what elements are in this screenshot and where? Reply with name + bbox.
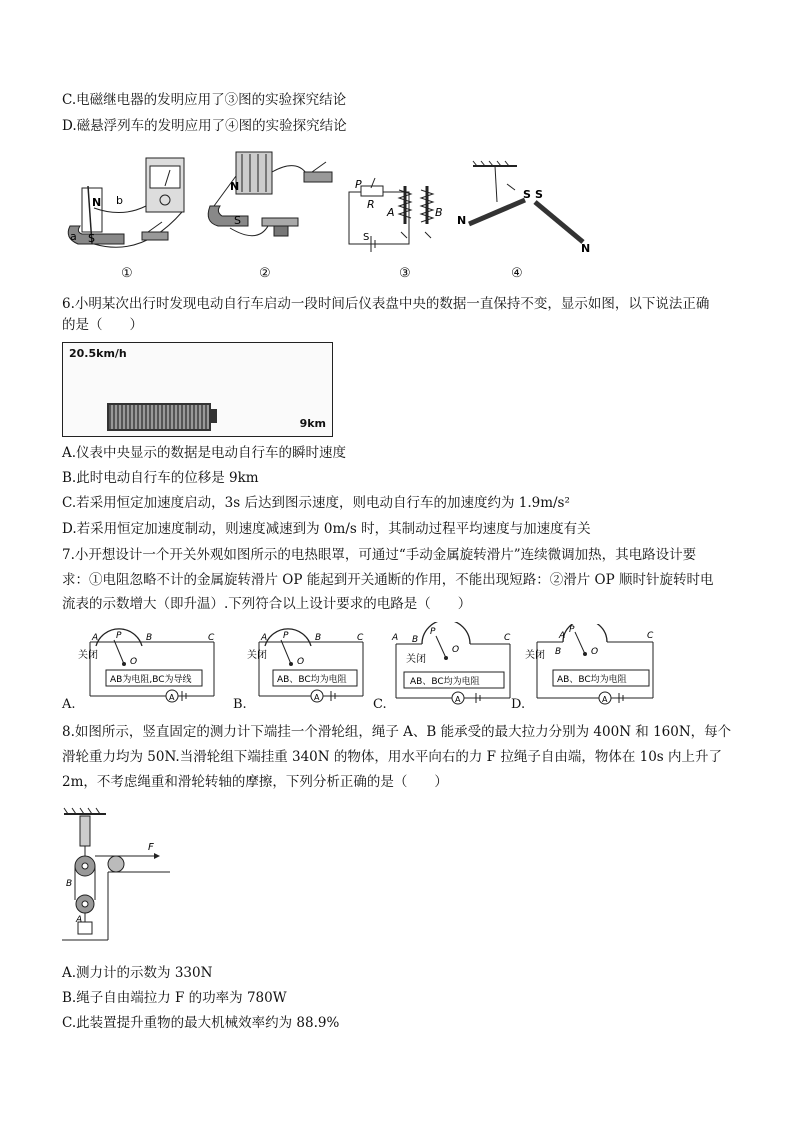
circuit-c-switch: 关闭 — [406, 654, 426, 665]
figure-number-4: ④ — [511, 266, 523, 281]
circuit-d-label-p: P — [569, 625, 575, 635]
circuit-d-label-o: O — [591, 647, 599, 657]
circuit-a-label-a: A — [92, 633, 99, 643]
circuit-c — [386, 622, 518, 708]
q7-stem-line-1: 7.小开想设计一个开关外观如图所示的电热眼罩，可通过“手动金属旋转滑片”连续微调加热，其电路设计要 — [62, 547, 697, 563]
q5-option-c: C.电磁继电器的发明应用了③图的实验探究结论 — [62, 92, 347, 108]
meter-distance: 9km — [299, 417, 326, 430]
pulley-label-a: A — [76, 915, 83, 925]
fig3-label-b: B — [435, 206, 443, 219]
figure-2-motor — [200, 146, 340, 258]
q6-option-b: B.此时电动自行车的位移是 9km — [62, 470, 259, 486]
circuit-a-label-c: C — [208, 633, 215, 643]
circuit-a-box: AB为电阻,BC为导线 — [110, 675, 192, 685]
battery-tip-icon — [211, 409, 217, 423]
circuit-c-label-b: B — [412, 635, 419, 645]
figure-number-3: ③ — [399, 266, 411, 281]
fig3-label-s: S — [363, 232, 370, 243]
fig3-label-a: A — [387, 206, 395, 219]
q8-option-b: B.绳子自由端拉力 F 的功率为 780W — [62, 990, 287, 1006]
circuit-d-label-c: C — [647, 631, 654, 641]
meter-speed: 20.5km/h — [69, 347, 127, 360]
circuit-d — [523, 624, 663, 708]
q6-stem-line-1: 6.小明某次出行时发现电动自行车启动一段时间后仪表盘中央的数据一直保持不变，显示如图，以下说法正确 — [62, 296, 710, 312]
figure-number-1: ① — [121, 266, 133, 281]
figure-4-hanging-magnets — [455, 160, 600, 256]
circuit-a-ammeter: A — [169, 693, 175, 702]
q8-stem-line-2: 滑轮重力均为 50N.当滑轮组下端挂重 340N 的物体，用水平向右的力 F 拉绳子自由端，物体在 10s 内上升了 — [62, 749, 723, 765]
circuit-option-d: D. — [511, 697, 526, 712]
q5-option-d: D.磁悬浮列车的发明应用了④图的实验探究结论 — [62, 118, 347, 134]
circuit-c-label-o: O — [452, 645, 460, 655]
pulley-system-figure — [60, 806, 170, 946]
dashboard-meter — [62, 342, 333, 437]
circuit-option-a: A. — [62, 697, 76, 712]
circuit-b-label-b: B — [315, 633, 322, 643]
pulley-label-f: F — [148, 842, 154, 853]
fig1-label-b: b — [116, 194, 123, 207]
fig4-label-n2: N — [581, 242, 591, 255]
circuit-b-ammeter: A — [314, 693, 320, 702]
circuit-c-box: AB、BC均为电阻 — [410, 677, 480, 687]
q8-stem-line-1: 8.如图所示，竖直固定的测力计下端挂一个滑轮组，绳子 A、B 能承受的最大拉力分别为 400N 和 160N，每个 — [62, 724, 732, 740]
circuit-a-label-b: B — [146, 633, 153, 643]
circuit-d-label-b: B — [555, 647, 562, 657]
q6-option-a: A.仪表中央显示的数据是电动自行车的瞬时速度 — [62, 445, 347, 461]
circuit-option-c: C. — [373, 697, 387, 712]
circuit-c-label-p: P — [430, 627, 436, 637]
pulley-label-b: B — [66, 879, 73, 889]
circuit-d-ammeter: A — [602, 695, 608, 704]
fig2-label-s: S — [234, 214, 241, 227]
fig4-label-n1: N — [457, 214, 467, 227]
fig1-label-s: S — [88, 232, 95, 245]
circuit-a — [76, 628, 226, 708]
q6-stem-line-2: 的是（ ） — [62, 317, 143, 333]
circuit-b-box: AB、BC均为电阻 — [277, 675, 347, 685]
circuit-b-label-o: O — [297, 657, 305, 667]
circuit-a-label-o: O — [130, 657, 138, 667]
fig1-label-n: N — [92, 196, 102, 209]
q7-stem-line-3: 流表的示数增大（即升温）.下列符合以上设计要求的电路是（ ） — [62, 596, 472, 612]
circuit-b-label-p: P — [283, 631, 289, 641]
q6-option-c: C.若采用恒定加速度启动，3s 后达到图示速度，则电动自行车的加速度约为 1.9m/s² — [62, 495, 570, 511]
circuit-c-ammeter: A — [455, 695, 461, 704]
fig3-label-r: R — [367, 198, 375, 211]
fig3-label-p: P — [355, 178, 362, 191]
fig4-label-s1: S — [523, 188, 531, 201]
figure-1-galvanometer — [62, 148, 192, 260]
circuit-a-switch: 关闭 — [78, 650, 98, 661]
circuit-d-box: AB、BC均为电阻 — [557, 675, 627, 685]
fig4-label-s2: S — [535, 188, 543, 201]
circuit-b-label-c: C — [357, 633, 364, 643]
circuit-d-switch: 关闭 — [525, 650, 545, 661]
circuit-c-label-c: C — [504, 633, 511, 643]
q7-stem-line-2: 求：①电阻忽略不计的金属旋转滑片 OP 能起到开关通断的作用，不能出现短路：②滑片 OP 顺时针旋转时电 — [62, 572, 714, 588]
q8-stem-line-3: 2m，不考虑绳重和滑轮转轴的摩擦，下列分析正确的是（ ） — [62, 774, 448, 790]
fig1-label-a: a — [70, 230, 77, 243]
battery-icon — [107, 403, 211, 431]
q6-option-d: D.若采用恒定加速度制动，则速度减速到为 0m/s 时，其制动过程平均速度与加速度有关 — [62, 521, 591, 537]
q8-option-a: A.测力计的示数为 330N — [62, 965, 213, 981]
q8-option-c: C.此装置提升重物的最大机械效率约为 88.9% — [62, 1015, 340, 1031]
figure-3-electromagnet — [345, 176, 445, 252]
figure-number-2: ② — [259, 266, 271, 281]
circuit-a-label-p: P — [116, 631, 122, 641]
circuit-b — [245, 628, 375, 708]
circuit-option-b: B. — [233, 697, 247, 712]
circuit-b-switch: 关闭 — [247, 650, 267, 661]
fig2-label-n: N — [230, 180, 240, 193]
circuit-d-label-a: A — [559, 631, 566, 641]
circuit-b-label-a: A — [261, 633, 268, 643]
circuit-c-label-a: A — [392, 633, 399, 643]
